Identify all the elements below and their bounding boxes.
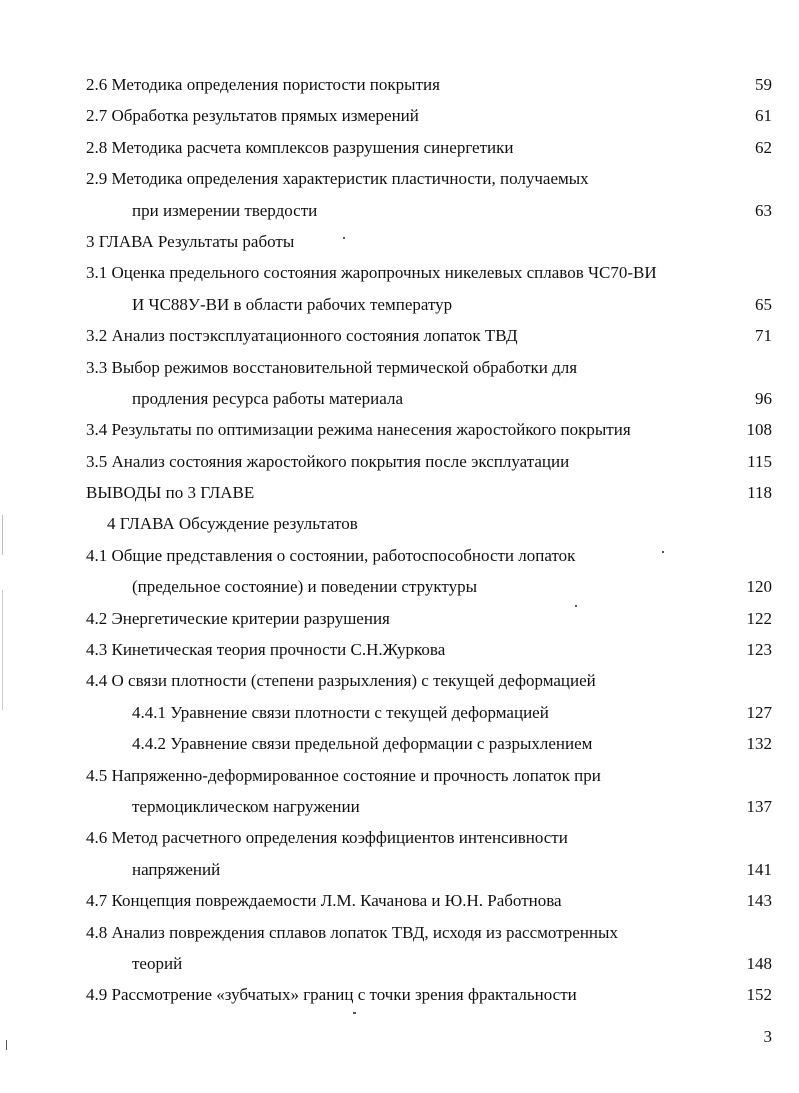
toc-entry-title: И ЧС88У-ВИ в области рабочих температур <box>132 294 453 314</box>
scan-mark <box>575 605 577 607</box>
toc-entry-title: 2.6 Методика определения пористости покрытия <box>86 75 440 94</box>
toc-entry-title: (предельное состояние) и поведении структуры <box>132 577 478 597</box>
toc-entry-page: 148 <box>746 953 772 973</box>
toc-entry-title: напряжений <box>132 859 221 879</box>
toc-entry <box>86 72 772 103</box>
toc-entry <box>86 229 772 260</box>
toc-entry-title: продления ресурса работы материала <box>132 388 404 408</box>
toc-entry <box>86 574 772 605</box>
toc-entry-title: 3.2 Анализ постэксплуатационного состояния лопаток ТВД <box>86 326 518 346</box>
toc-entry-page: 62 <box>755 137 772 157</box>
toc-entry-page: 71 <box>755 326 772 346</box>
toc-entry-page: 61 <box>755 106 772 126</box>
toc-entry-title: ВЫВОДЫ по 3 ГЛАВЕ <box>86 483 255 503</box>
toc-entry-title: 4.8 Анализ повреждения сплавов лопаток ТВД, исходя из рассмотренных <box>86 922 618 942</box>
toc-entry-page: 115 <box>747 451 772 471</box>
toc-entry-title: 4.4.2 Уравнение связи предельной деформации с разрыхлением <box>132 734 593 754</box>
toc-entry <box>86 480 772 511</box>
toc-entry <box>86 857 772 888</box>
toc-entry-title: при измерении твердости <box>132 200 318 220</box>
toc-entry-page: 96 <box>755 388 772 408</box>
toc-entry <box>86 511 772 542</box>
toc-entry <box>86 825 772 856</box>
toc-entry-title: 4.4 О связи плотности (степени разрыхления) с текущей деформацией <box>86 671 596 691</box>
scan-mark <box>353 1012 356 1014</box>
toc-entry-page: 122 <box>746 608 772 628</box>
toc-entry <box>86 794 772 825</box>
toc-entry-page: 137 <box>746 796 772 816</box>
toc-entry <box>86 888 772 919</box>
toc-entry-title: 4.3 Кинетическая теория прочности С.Н.Журкова <box>86 640 446 660</box>
toc-entry-page: 123 <box>746 640 772 660</box>
toc-entry-page: 127 <box>746 702 772 722</box>
toc-entry <box>86 417 772 448</box>
toc-entry-title: 3.3 Выбор режимов восстановительной термической обработки для <box>86 357 578 377</box>
toc-entry-title: 4.7 Концепция повреждаемости Л.М. Качанова и Ю.Н. Работнова <box>86 891 562 911</box>
table-of-contents <box>86 72 772 1014</box>
toc-entry-page: 143 <box>746 891 772 911</box>
toc-entry <box>86 386 772 417</box>
toc-entry-title: 4.2 Энергетические критерии разрушения <box>86 608 390 628</box>
toc-entry <box>86 449 772 480</box>
toc-entry-page: 63 <box>755 200 772 220</box>
toc-entry-title: 4.6 Метод расчетного определения коэффициентов интенсивности <box>86 828 568 848</box>
toc-entry-page: 118 <box>747 483 772 503</box>
toc-entry <box>86 763 772 794</box>
toc-entry-title: 2.8 Методика расчета комплексов разрушения синергетики <box>86 137 514 157</box>
toc-entry <box>86 166 772 197</box>
scan-mark <box>6 1040 7 1050</box>
toc-entry-title: 3.1 Оценка предельного состояния жаропрочных никелевых сплавов ЧС70-ВИ <box>86 263 657 283</box>
toc-entry <box>86 700 772 731</box>
toc-entry-title: 2.9 Методика определения характеристик пластичности, получаемых <box>86 169 589 189</box>
toc-entry-page: 132 <box>746 734 772 754</box>
toc-entry <box>86 198 772 229</box>
scan-mark <box>2 515 3 555</box>
page-number: 3 <box>763 1027 772 1046</box>
scan-mark <box>662 551 664 553</box>
toc-entry-title: 4 ГЛАВА Обсуждение результатов <box>107 514 358 534</box>
toc-entry-title: 3.4 Результаты по оптимизации режима нанесения жаростойкого покрытия <box>86 420 631 440</box>
toc-entry <box>86 323 772 354</box>
toc-entry <box>86 355 772 386</box>
toc-entry-title: теорий <box>132 953 183 973</box>
toc-entry <box>86 982 772 1013</box>
toc-entry <box>86 951 772 982</box>
toc-entry-title: 2.7 Обработка результатов прямых измерений <box>86 106 419 126</box>
toc-entry <box>86 103 772 134</box>
toc-entry-page: 141 <box>746 859 772 879</box>
toc-entry <box>86 606 772 637</box>
toc-entry-title: 4.5 Напряженно-деформированное состояние и прочность лопаток при <box>86 765 601 785</box>
toc-entry <box>86 668 772 699</box>
toc-entry-page: 59 <box>755 75 772 94</box>
scan-mark <box>2 590 3 710</box>
scan-mark <box>343 237 345 239</box>
toc-entry <box>86 135 772 166</box>
toc-entry-page: 152 <box>746 985 772 1005</box>
toc-entry <box>86 731 772 762</box>
toc-entry <box>86 920 772 951</box>
toc-entry-title: 4.1 Общие представления о состоянии, работоспособности лопаток <box>86 545 576 565</box>
toc-entry-title: 4.4.1 Уравнение связи плотности с текущей деформацией <box>132 702 549 722</box>
toc-entry-page: 120 <box>746 577 772 597</box>
toc-entry-title: 3 ГЛАВА Результаты работы <box>86 231 295 251</box>
toc-entry <box>86 543 772 574</box>
toc-entry-page: 65 <box>755 294 772 314</box>
toc-entry-title: 4.9 Рассмотрение «зубчатых» границ с точки зрения фрактальности <box>86 985 577 1005</box>
toc-entry <box>86 260 772 291</box>
toc-entry <box>86 292 772 323</box>
toc-entry-title: термоциклическом нагружении <box>132 796 360 816</box>
toc-entry <box>86 637 772 668</box>
toc-entry-page: 108 <box>746 420 772 440</box>
toc-entry-title: 3.5 Анализ состояния жаростойкого покрытия после эксплуатации <box>86 451 570 471</box>
